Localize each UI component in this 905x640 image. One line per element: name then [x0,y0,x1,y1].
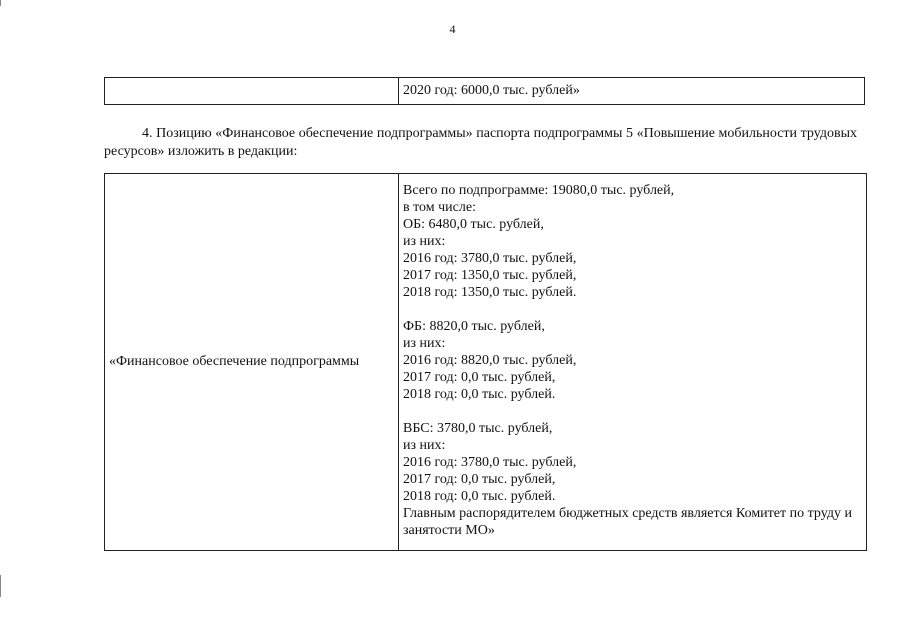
table-cell-left [105,78,399,104]
financing-line: ОБ: 6480,0 тыс. рублей, [403,217,544,232]
financing-line: 2018 год: 1350,0 тыс. рублей. [403,285,577,300]
financing-line: из них: [403,438,446,453]
financing-line: 2017 год: 0,0 тыс. рублей, [403,370,556,385]
financing-line: 2016 год: 3780,0 тыс. рублей, [403,455,577,470]
financing-line: 2018 год: 0,0 тыс. рублей. [403,387,556,402]
financing-line: в том числе: [403,200,476,215]
table-cell-right: 2020 год: 6000,0 тыс. рублей» [403,83,580,98]
financing-line [403,301,854,318]
financing-line: 2016 год: 8820,0 тыс. рублей, [403,353,577,368]
financing-line: из них: [403,336,446,351]
financing-line: ФБ: 8820,0 тыс. рублей, [403,319,545,334]
financing-label: «Финансовое обеспечение подпрограммы [109,354,360,369]
financing-line: 2017 год: 0,0 тыс. рублей, [403,472,556,487]
amendment-paragraph: 4. Позицию «Финансовое обеспечение подпрограммы» паспорта подпрограммы 5 «Повышение мобильности трудовых ресурсов» изложить в редакции: [104,126,857,159]
financing-table [104,173,867,551]
scan-edge-mark [0,0,1,6]
financing-line: 2017 год: 1350,0 тыс. рублей, [403,268,577,283]
page-number: 4 [449,22,456,36]
continuation-table [104,77,865,105]
financing-line: Всего по подпрограмме: 19080,0 тыс. рублей, [403,183,675,198]
financing-details-cell [399,174,866,550]
financing-label-cell [105,174,399,550]
financing-line [403,403,854,420]
financing-line: 2016 год: 3780,0 тыс. рублей, [403,251,577,266]
financing-line: 2018 год: 0,0 тыс. рублей. [403,489,556,504]
financing-line: из них: [403,234,446,249]
financing-line: Главным распорядителем бюджетных средств является Комитет по труду и занятости МО» [403,506,852,538]
financing-line: ВБС: 3780,0 тыс. рублей, [403,421,553,436]
scan-edge-mark [0,575,1,597]
